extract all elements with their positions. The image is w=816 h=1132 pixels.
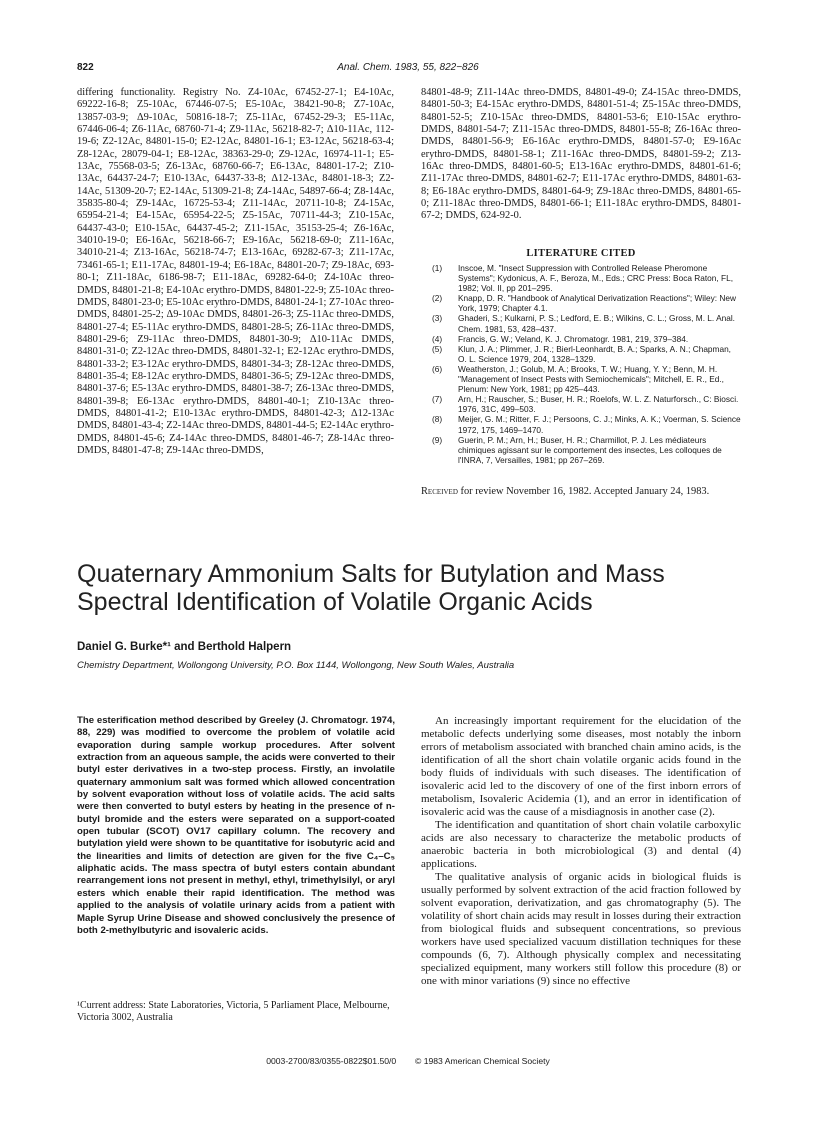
reference-list: [432, 263, 741, 465]
body-paragraph: The qualitative analysis of organic acids in biological fluids is usually performed by solvent extraction of the acid fraction followed by solvent evaporation, derivatization, and gas chromatography (5). The volatility of short chain acids may result in losses during their extraction from biological fluids and subsequent concentrations, so previous workers have used specialized vacuum distillation techniques for these compounds (6, 7). Although physically complex and necessitating specialized equipment, many workers still follow this procedure (8) or one with minor variations (9) since no effective: [421, 871, 741, 987]
registry-numbers-continued: 84801-48-9; Z11-14Ac threo-DMDS, 84801-49-0; Z4-15Ac threo-DMDS, 84801-50-3; E4-15Ac erythro-DMDS, 84801-51-4; Z5-15Ac threo-DMDS, 84801-52-5; Z10-15Ac threo-DMDS, 84801-53-6; E10-15Ac erythro-DMDS, 84801-54-7; Z11-15Ac threo-DMDS, 84801-55-8; Z6-16Ac threo-DMDS, 84801-56-9; E6-16Ac erythro-DMDS, 84801-57-0; E9-16Ac erythro-DMDS, 84801-58-1; Z11-16Ac threo-DMDS, 84801-59-2; Z13-16Ac threo-DMDS, 84801-60-5; E13-16Ac erythro-DMDS, 84801-61-6; Z11-17Ac threo-DMDS, 84801-62-7; E11-17Ac erythro-DMDS, 84801-63-8; E6-18Ac erythro-DMDS, 84801-64-9; Z9-18Ac threo-DMDS, 84801-65-0; Z11-18Ac threo-DMDS, 84801-66-1; E11-18Ac erythro-DMDS, 84801-67-2; DMDS, 624-92-0.: [421, 87, 741, 222]
received-label: Received: [421, 486, 458, 497]
reference-number: (9): [432, 434, 443, 445]
registry-numbers: differing functionality. Registry No. Z4-10Ac, 67452-27-1; E4-10Ac, 69222-16-8; Z5-10Ac, 67446-07-5; E5-10Ac, 38421-90-8; Z7-10Ac, 13857-03-9; Δ9-10Ac, 50816-18-7; Z5-11Ac, 67452-29-3; E5-11Ac, 67446-06-4; Z6-11Ac, 68760-71-4; Z9-11Ac, 56218-82-7; Δ10-11Ac, 112-19-6; Z2-12Ac, 84801-15-0; E2-12Ac, 84801-16-1; E3-12Ac, 56218-63-4; Z8-12Ac, 28079-04-1; E8-12Ac, 38363-29-0; Z9-12Ac, 16974-11-1; E5-13Ac, 75568-03-5; Z6-13Ac, 68760-66-7; E6-13Ac, 84801-17-2; Z10-13Ac, 64437-24-7; E10-13Ac, 64437-33-8; Δ12-13Ac, 84801-18-3; Z2-14Ac, 51309-20-7; E2-14Ac, 51309-21-8; Z4-14Ac, 54897-66-4; Z8-14Ac, 35835-80-4; Z9-14Ac, 16725-53-4; Z11-14Ac, 20711-10-8; Z4-15Ac, 65954-21-4; E4-15Ac, 65954-22-5; Z5-15Ac, 70711-44-3; Z10-15Ac, 64437-43-0; E10-15Ac, 64437-45-2; Z11-15Ac, 35153-25-4; Z6-16Ac, 34010-19-0; E6-16Ac, 56218-66-7; E9-16Ac, 56218-69-0; Z11-16Ac, 34010-21-4; Z13-16Ac, 56218-74-7; E13-16Ac, 69282-67-3; Z11-17Ac, 73461-65-1; E11-17Ac, 84801-19-4; E6-18Ac, 84801-20-7; Z9-18Ac, 693-80-1; Z11-18Ac, 6186-98-7; E11-18Ac, 69282-64-0; Z4-10Ac threo-DMDS, 84801-21-8; E4-10Ac erythro-DMDS, 84801-22-9; Z5-10Ac threo-DMDS, 84801-23-0; E5-10Ac erythro-DMDS, 84801-24-1; Z7-10Ac threo-DMDS, 84801-25-2; Δ9-10Ac DMDS, 84801-26-3; Z5-11Ac threo-DMDS, 84801-27-4; E5-11Ac erythro-DMDS, 84801-28-5; Z6-11Ac threo-DMDS, 84801-29-6; Z9-11Ac threo-DMDS, 84801-30-9; Δ10-11Ac DMDS, 84801-31-0; Z2-12Ac threo-DMDS, 84801-32-1; E2-12Ac erythro-DMDS, 84801-33-2; E3-12Ac erythro-DMDS, 84801-34-3; Z8-12Ac threo-DMDS, 84801-35-4; E8-12Ac erythro-DMDS, 84801-36-5; Z9-12Ac threo-DMDS, 84801-37-6; E5-13Ac erythro-DMDS, 84801-38-7; Z6-13Ac threo-DMDS, 84801-39-8; E6-13Ac erythro-DMDS, 84801-40-1; Z10-13Ac threo-DMDS, 84801-41-2; E10-13Ac erythro-DMDS, 84801-42-3; Δ12-13Ac DMDS, 84801-43-4; Z2-14Ac threo-DMDS, 84801-44-5; E2-14Ac erythro-DMDS, 84801-45-6; Z4-14Ac threo-DMDS, 84801-46-7; Z8-14Ac threo-DMDS, 84801-47-8; Z9-14Ac threo-DMDS,: [77, 87, 394, 456]
reference-text: Guerin, P. M.; Arn, H.; Buser, H. R.; Charmillot, P. J. Les médiateurs chimiques agissant sur le comportement des insectes, Les colloques de l'INRA, 7, Versailles, 1981; pp 267–269.: [458, 434, 722, 465]
publication-code: 0003-2700/83/0355-0822$01.50/0: [266, 1056, 397, 1066]
abstract: The esterification method described by Greeley (J. Chromatogr. 1974, 88, 229) was modified to overcome the problem of volatile acid evaporation during sample workup procedures. After solvent extraction from an aqueous sample, the acids were converted to their butyl ester derivatives in a two-step process. Firstly, an involatile quaternary ammonium salt was formed which allowed concentration by solvent evaporation without loss of volatile acids. The acid salts were then converted to butyl esters by heating in the presence of n-butyl bromide and the esters were separated on a support-coated open tubular (SCOT) OV17 capillary column. The recovery and butylation yield were shown to be quantitative for isobutyric acid and the linearities and limits of detection are given for the five C₄–C₅ aliphatic acids. The mass spectra of butyl esters contain abundant rearrangement ions not present in methyl, ethyl, trimethylsilyl, or aryl esters which enable their rapid identification. The method was applied to the analysis of volatile urinary acids from a patient with Maple Syrup Urine Disease and showed conclusively the presence of both 2-methylbutyric and isovaleric acids.: [77, 715, 395, 936]
affiliation: Chemistry Department, Wollongong University, P.O. Box 1144, Wollongong, New South Wales, Australia: [77, 660, 515, 671]
reference-text: Francis, G. W.; Veland, K. J. Chromatogr. 1981, 219, 379–384.: [458, 333, 689, 344]
reference-number: (1): [432, 263, 443, 273]
reference-item: [432, 435, 741, 465]
reference-number: (3): [432, 313, 443, 324]
reference-item: [432, 313, 741, 333]
reference-text: Ghaderi, S.; Kulkarni, P. S.; Ledford, E. B.; Wilkins, C. L.; Gross, M. L. Anal. Chem. 1981, 53, 428–437.: [458, 313, 735, 334]
body-paragraph: An increasingly important requirement for the elucidation of the metabolic defects underlying some diseases, most notably the inborn errors of metabolism associated with branched chain amino acids, is the identification of all the short chain volatile organic acids found in the body fluids of individuals with such diseases. The identification of isovaleric acid led to the discovery of one of the first inborn errors of metabolism, Isovaleric Acidemia (1), and an error in identification of isovaleric acid was the cause of a misdiagnosis in another case (2).: [421, 715, 741, 818]
reference-text: Klun, J. A.; Plimmer, J. R.; Bierl-Leonhardt, B. A.; Sparks, A. N.; Chapman, O. L. Science 1979, 204, 1328–1329.: [458, 343, 731, 364]
literature-cited-heading: LITERATURE CITED: [526, 248, 636, 259]
author-line: Daniel G. Burke*¹ and Berthold Halpern: [77, 641, 292, 653]
reference-item: [432, 344, 741, 364]
reference-number: (2): [432, 293, 443, 304]
reference-number: (8): [432, 414, 443, 425]
reference-number: (6): [432, 363, 443, 374]
reference-number: (5): [432, 343, 443, 354]
reference-item: [432, 364, 741, 394]
reference-text: Knapp, D. R. "Handbook of Analytical Derivatization Reactions"; Wiley: New York, 1979; Chapter 4.1.: [458, 293, 736, 314]
reference-item: [432, 263, 741, 293]
reference-item: [432, 414, 741, 434]
reference-text: Arn, H.; Rauscher, S.; Buser, H. R.; Roelofs, W. L. Z. Naturforsch., C: Biosci. 1976, 31C, 499–503.: [458, 394, 739, 415]
copyright: © 1983 American Chemical Society: [414, 1056, 550, 1066]
page-footer: [0, 1056, 816, 1066]
reference-number: (7): [432, 394, 443, 405]
reference-item: [432, 334, 741, 344]
reference-item: [432, 394, 741, 414]
reference-text: Inscoe, M. "Insect Suppression with Controlled Release Pheromone Systems"; Kydonicus, A. F., Beroza, M., Eds.; CRC Press: Boca Raton, FL, 1982; Vol. II, pp 201–295.: [458, 263, 733, 294]
reference-number: (4): [432, 333, 443, 344]
introduction: [421, 715, 741, 988]
reference-item: [432, 293, 741, 313]
received-text: for review November 16, 1982. Accepted January 24, 1983.: [460, 486, 710, 497]
reference-text: Weatherston, J.; Golub, M. A.; Brooks, T. W.; Huang, Y. Y.; Benn, M. H. "Management of Insect Pests with Semiochemicals"; Mitchell, E. R., Ed., Plenum: New York, 1981; pp 425–443.: [458, 363, 724, 395]
article-title: Quaternary Ammonium Salts for Butylation and Mass Spectral Identification of Volatile Organic Acids: [77, 560, 665, 616]
running-header: Anal. Chem. 1983, 55, 822−826: [337, 62, 479, 73]
page-number: 822: [77, 62, 94, 73]
received-note: [421, 486, 741, 498]
footnote: ¹Current address: State Laboratories, Victoria, 5 Parliament Place, Melbourne, Victoria 3002, Australia: [77, 1000, 390, 1023]
body-paragraph: The identification and quantitation of short chain volatile carboxylic acids are also necessary to characterize the metabolic products of anaerobic bacteria in both microbiological (3) and dental (4) applications.: [421, 819, 741, 870]
reference-text: Meijer, G. M.; Ritter, F. J.; Persoons, C. J.; Minks, A. K.; Voerman, S. Science 1972, 175, 1469–1470.: [458, 414, 741, 435]
